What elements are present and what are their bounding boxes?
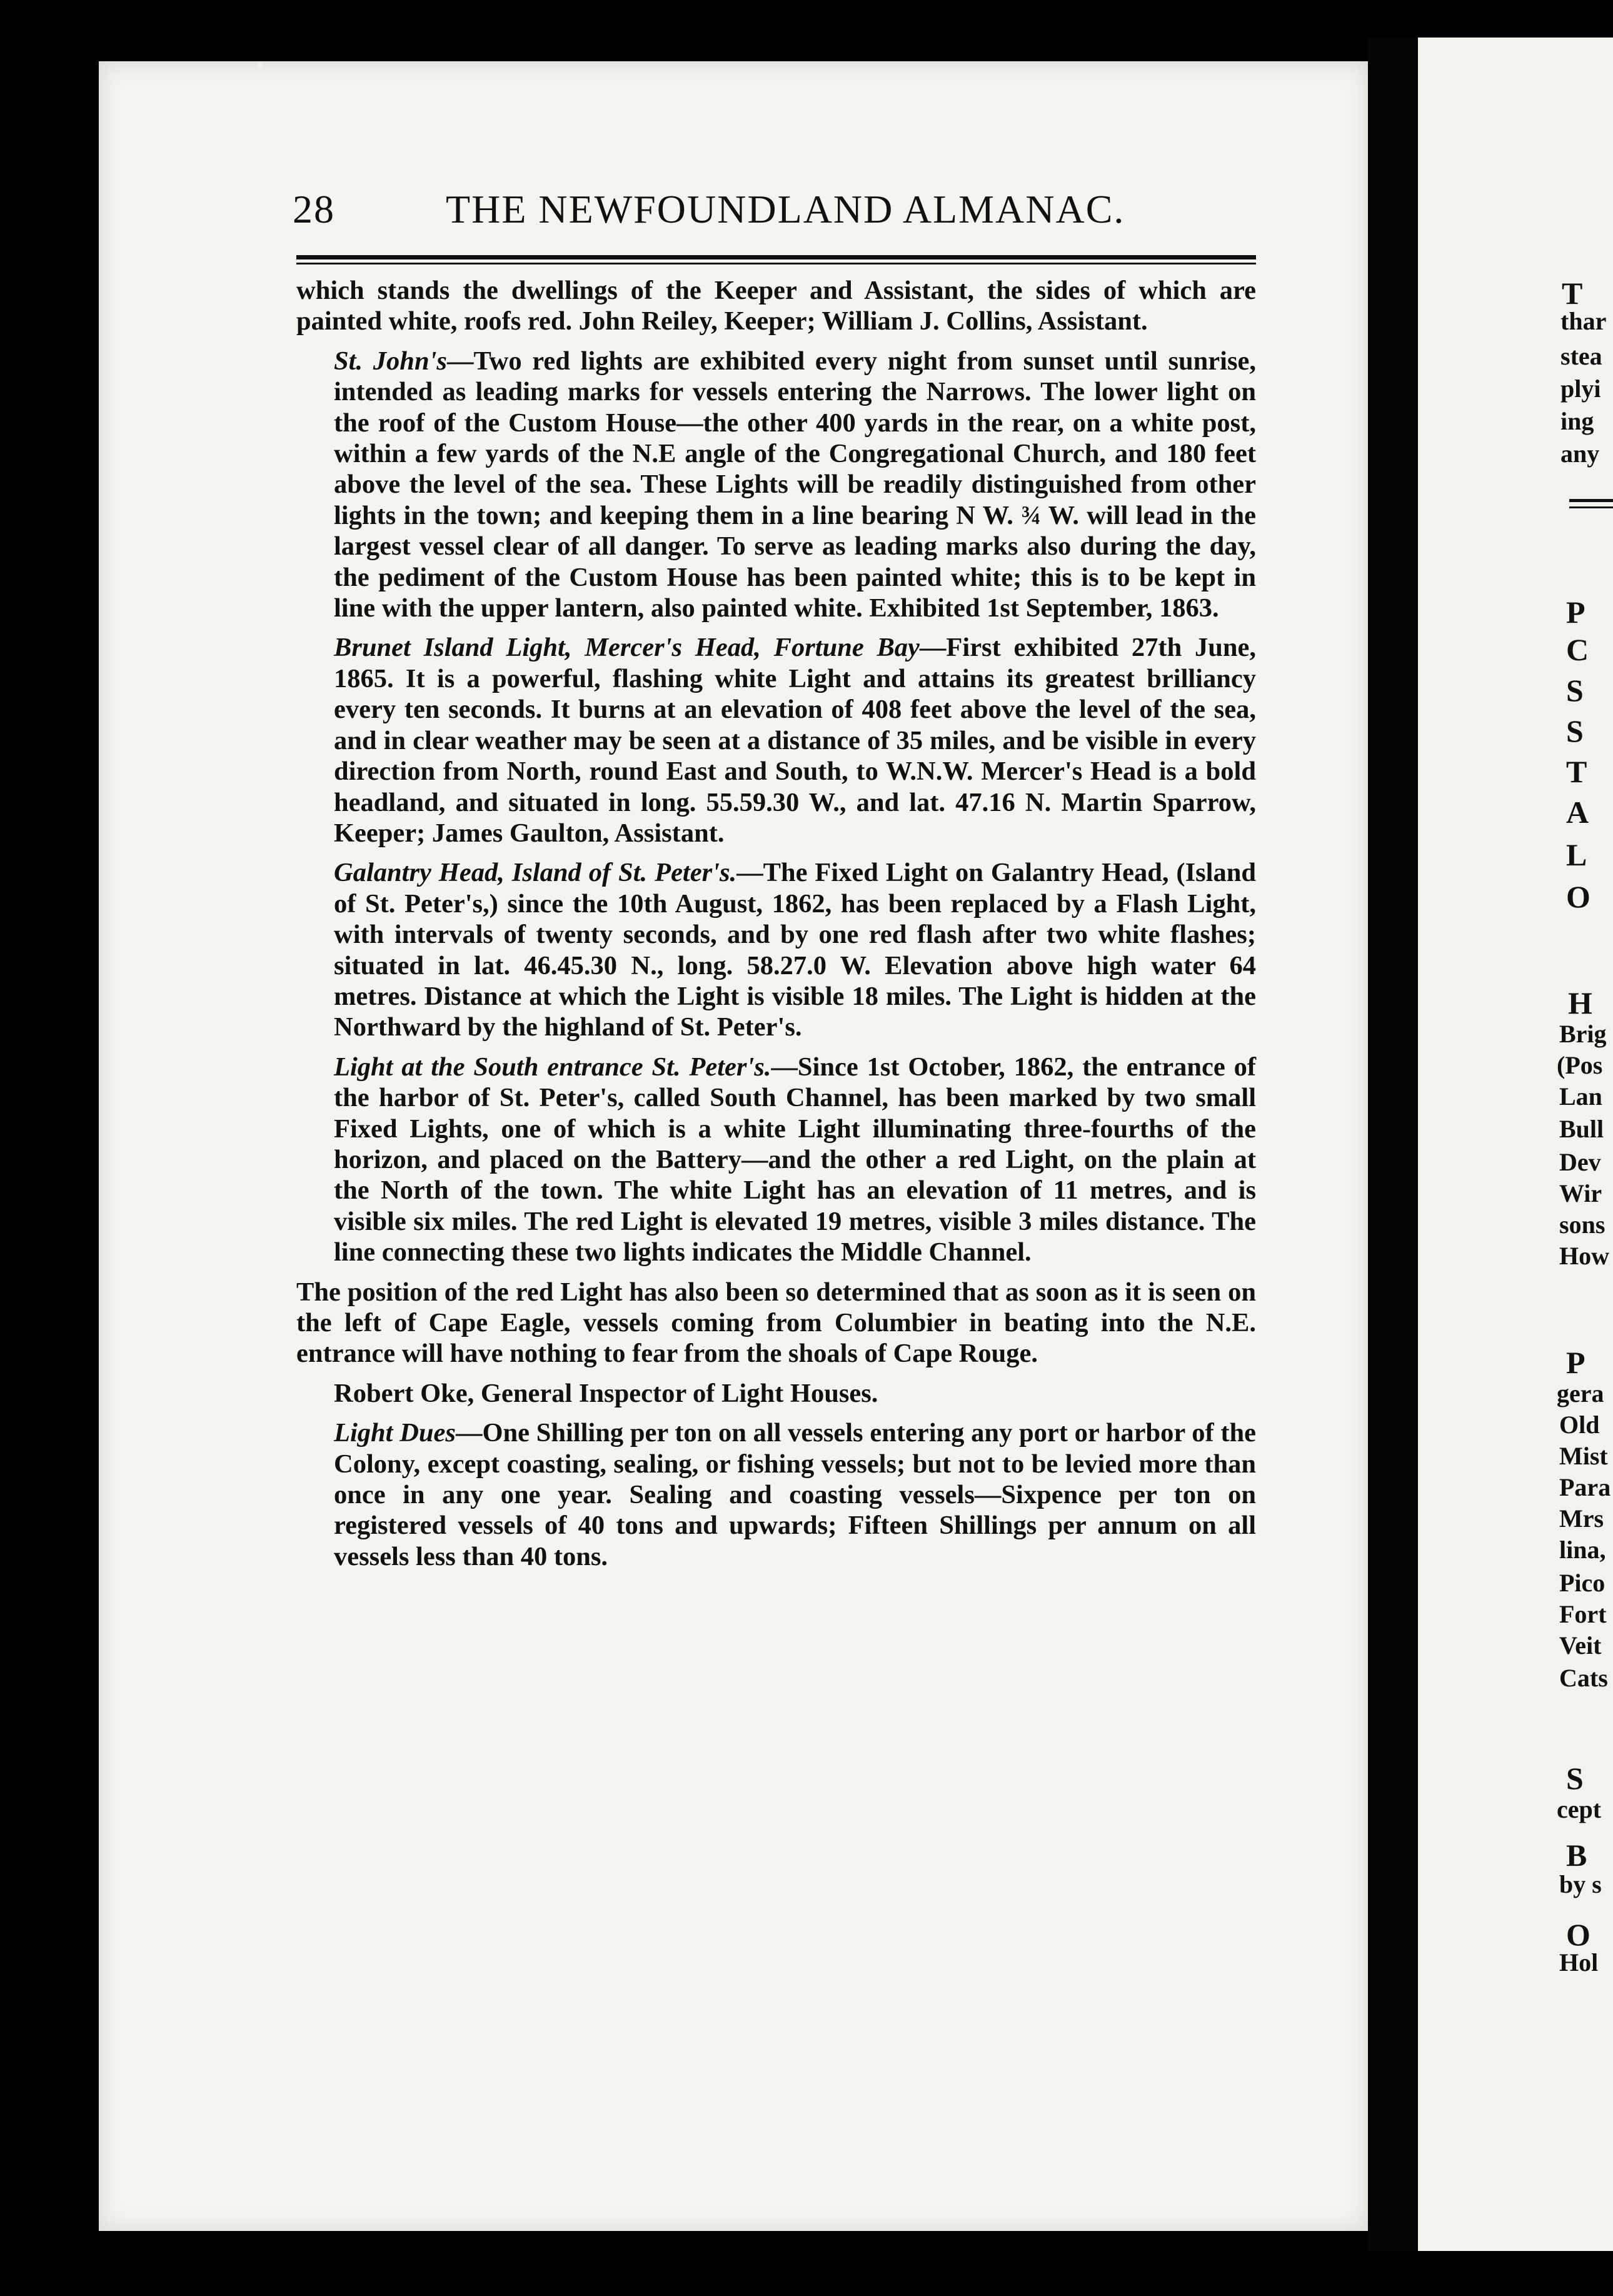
facing-page-line: Mrs [1559, 1504, 1604, 1533]
facing-page-line: Lan [1559, 1082, 1602, 1110]
paragraph-light-dues [296, 1417, 1256, 1572]
facing-page-line: Wir [1559, 1179, 1602, 1207]
page-header [193, 186, 1143, 243]
paragraph-lead: Light Dues [334, 1418, 456, 1448]
facing-page-line: Cats [1559, 1664, 1608, 1692]
facing-page-rule [1569, 506, 1613, 508]
facing-page-line: H [1568, 985, 1592, 1020]
paragraph-red-light-position [296, 1277, 1256, 1369]
paragraph-inspector [296, 1378, 1256, 1409]
facing-page-line: Brig [1559, 1020, 1607, 1048]
paragraph-lead: Light at the South entrance St. Peter's. [334, 1052, 771, 1082]
paragraph-lead: Brunet Island Light, Mercer's Head, Fortune Bay [334, 633, 920, 663]
paragraph-text: —Two red lights are exhibited every night from sunset until sunrise, intended as leading marks for vessels entering the Narrows. The lower light on the roof of the Custom House—the other 400 yards in the rear, on a white post, within a few yards of the N.E angle of the Congregational Church, and 180 feet above the level of the sea. These Lights will be readily distinguished from other lights in the town; and keeping them in a line bearing N W. ¾ W. will lead in the largest vessel clear of all danger. To serve as leading marks also during the day, the pediment of the Custom House has been painted white; this is to be kept in line with the upper lantern, also painted white. Exhibited 1st September, 1863. [334, 346, 1256, 623]
paragraph-text: —Since 1st October, 1862, the entrance of the harbor of St. Peter's, called South Channel, has been marked by two small Fixed Lights, one of which is a white Light illuminating three-fourths of the horizon, and placed on the Battery—and the other a red Light, on the plain at the North of the town. The white Light has an elevation of 11 metres, and is visible six miles. The red Light is elevated 19 metres, visible 3 miles distance. The line connecting these two lights indicates the Middle Channel. [334, 1052, 1256, 1267]
facing-page-line: S [1566, 713, 1584, 748]
facing-page-line: O [1566, 879, 1590, 914]
paragraph-st-johns [296, 346, 1256, 624]
facing-page-line: Old [1559, 1411, 1600, 1439]
facing-page-line: any [1560, 440, 1600, 468]
paragraph-text: —First exhibited 27th June, 1865. It is a powerful, flashing white Light and attains its greatest brilliancy every ten seconds. It burns at an elevation of 408 feet above the level of the sea, and in clear weather may be seen at a distance of 35 miles, and be visible in every direction from North, round East and South, to W.N.W. Mercer's Head is a bold headland, and situated in long. 55.59.30 W., and lat. 47.16 N. Martin Sparrow, Keeper; James Gaulton, Assistant. [334, 633, 1256, 848]
paragraph-keeper-continued [296, 275, 1256, 337]
facing-page-line: plyi [1560, 375, 1601, 403]
facing-page-line: Fort [1559, 1600, 1607, 1628]
running-title: THE NEWFOUNDLAND ALMANAC. [446, 187, 1125, 231]
facing-page-line: A [1566, 795, 1589, 830]
page-number: 28 [293, 187, 335, 231]
facing-page-line: (Pos [1557, 1051, 1603, 1079]
facing-page-line: Veit [1559, 1631, 1602, 1659]
header-rule-thin [296, 263, 1256, 264]
facing-page-line: T [1562, 276, 1583, 311]
facing-page-line: How [1559, 1242, 1609, 1270]
facing-page-line: cept [1557, 1795, 1602, 1823]
facing-page-line: O [1566, 1917, 1590, 1952]
facing-page-line: by s [1559, 1870, 1602, 1898]
facing-page-line: Pico [1559, 1569, 1605, 1597]
facing-page-line: sons [1559, 1211, 1605, 1239]
facing-page-line: S [1566, 1761, 1584, 1796]
facing-page-line: gera [1557, 1379, 1604, 1407]
facing-page-line: Para [1559, 1473, 1611, 1501]
paragraph-text: which stands the dwellings of the Keeper and Assistant, the sides of which are painted white, roofs red. John Reiley, Keeper; William J. Collins, Assistant. [296, 276, 1256, 336]
paragraph-text: Robert Oke, General Inspector of Light Houses. [334, 1378, 878, 1408]
facing-page-line: Dev [1559, 1148, 1601, 1176]
paragraph-brunet-island [296, 632, 1256, 848]
facing-page-line: P [1566, 1345, 1585, 1380]
page-gutter [1368, 38, 1418, 2251]
paragraph-text: —One Shilling per ton on all vessels entering any port or harbor of the Colony, except coasting, sealing, or fishing vessels; but not to be levied more than once in any one year. Sealing and coasting vessels—Sixpence per ton on registered vessels of 40 tons and upwards; Fifteen Shillings per annum on all vessels less than 40 tons. [334, 1418, 1256, 1571]
facing-page-line: T [1566, 754, 1587, 789]
facing-page-rule [1569, 499, 1613, 502]
paragraph-lead: Galantry Head, Island of St. Peter's. [334, 858, 737, 888]
facing-page-line: S [1566, 673, 1584, 708]
article-body [296, 275, 1256, 1572]
facing-page-line: L [1566, 837, 1587, 872]
facing-page-line: Mist [1559, 1442, 1608, 1470]
facing-page-line: lina, [1559, 1536, 1606, 1564]
facing-page-line: Hol [1559, 1948, 1599, 1976]
facing-page-line: ing [1560, 407, 1594, 435]
paragraph-south-entrance [296, 1052, 1256, 1268]
facing-page-line: thar [1560, 307, 1607, 335]
page-speck [258, 63, 263, 68]
paragraph-text: The position of the red Light has also been so determined that as soon as it is seen on the left of Cape Eagle, vessels coming from Columbier in beating into the N.E. entrance will have nothing to fear from the shoals of Cape Rouge. [296, 1277, 1256, 1369]
paragraph-lead: St. John's [334, 346, 447, 376]
header-rule-thick [296, 255, 1256, 259]
facing-page-line: P [1566, 595, 1585, 630]
facing-page-line: stea [1560, 342, 1602, 370]
paragraph-galantry-head [296, 857, 1256, 1042]
facing-page-line: B [1566, 1838, 1587, 1873]
facing-page-line: Bull [1559, 1115, 1604, 1143]
facing-page-line: C [1566, 632, 1589, 667]
paragraph-text: —The Fixed Light on Galantry Head, (Island of St. Peter's,) since the 10th August, 1862, has been replaced by a Flash Light, with intervals of twenty seconds, and by one red flash after two white flashes; situated in lat. 46.45.30 N., long. 58.27.0 W. Elevation above high water 64 metres. Distance at which the Light is visible 18 miles. The Light is hidden at the Northward by the highland of St. Peter's. [334, 858, 1256, 1042]
